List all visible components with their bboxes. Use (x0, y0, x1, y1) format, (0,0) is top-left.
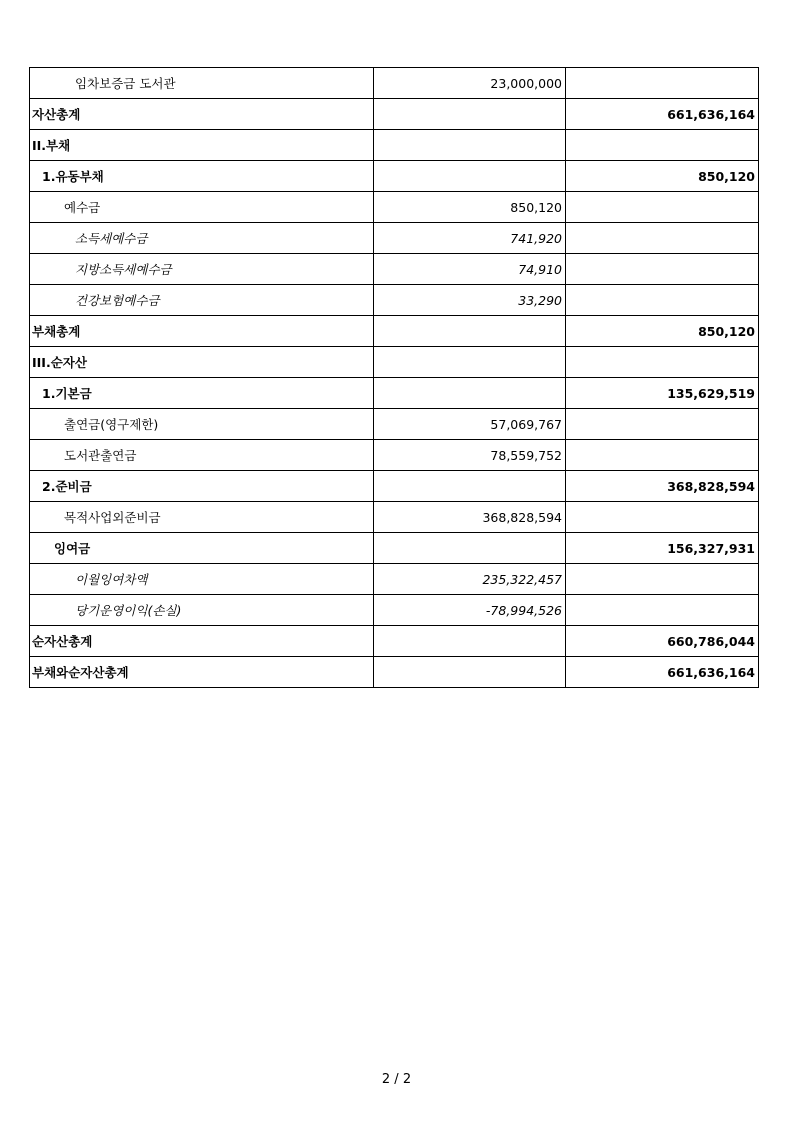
table-row (30, 68, 759, 99)
balance-sheet-table (29, 67, 759, 688)
page-number: 2 / 2 (381, 1072, 412, 1087)
row-amount: 74,910 (374, 254, 566, 285)
row-total (566, 285, 759, 316)
row-label: 부채총계 (30, 316, 374, 347)
row-label: 예수금 (30, 192, 374, 223)
table-row (30, 130, 759, 161)
row-label: 이월잉여차액 (30, 564, 374, 595)
table-row (30, 533, 759, 564)
table-row (30, 254, 759, 285)
row-total (566, 130, 759, 161)
row-total (566, 409, 759, 440)
row-amount (374, 533, 566, 564)
row-amount (374, 471, 566, 502)
row-total: 850,120 (566, 316, 759, 347)
row-label: 출연금(영구제한) (30, 409, 374, 440)
row-total (566, 502, 759, 533)
table-row (30, 502, 759, 533)
table-row (30, 471, 759, 502)
row-label: 소득세예수금 (30, 223, 374, 254)
table-row (30, 564, 759, 595)
table-row (30, 378, 759, 409)
table-row (30, 409, 759, 440)
row-label: 당기운영이익(손실) (30, 595, 374, 626)
row-label: 임차보증금 도서관 (30, 68, 374, 99)
row-total: 156,327,931 (566, 533, 759, 564)
row-total (566, 564, 759, 595)
row-amount (374, 316, 566, 347)
row-label: 지방소득세예수금 (30, 254, 374, 285)
row-total: 368,828,594 (566, 471, 759, 502)
table-row (30, 223, 759, 254)
row-label: 잉여금 (30, 533, 374, 564)
row-total: 661,636,164 (566, 657, 759, 688)
row-total: 661,636,164 (566, 99, 759, 130)
row-amount: 368,828,594 (374, 502, 566, 533)
row-label: 목적사업외준비금 (30, 502, 374, 533)
table-row (30, 657, 759, 688)
table-row (30, 595, 759, 626)
row-label: III.순자산 (30, 347, 374, 378)
row-label: 건강보험예수금 (30, 285, 374, 316)
row-label: 자산총계 (30, 99, 374, 130)
row-amount: -78,994,526 (374, 595, 566, 626)
row-amount (374, 657, 566, 688)
row-total (566, 595, 759, 626)
table-row (30, 192, 759, 223)
row-total (566, 347, 759, 378)
row-total: 660,786,044 (566, 626, 759, 657)
row-amount: 850,120 (374, 192, 566, 223)
row-amount (374, 99, 566, 130)
row-label: 1.기본금 (30, 378, 374, 409)
row-amount: 33,290 (374, 285, 566, 316)
table-row (30, 99, 759, 130)
row-amount: 741,920 (374, 223, 566, 254)
row-label: 부채와순자산총계 (30, 657, 374, 688)
row-amount (374, 347, 566, 378)
row-total (566, 254, 759, 285)
row-amount (374, 378, 566, 409)
row-label: 순자산총계 (30, 626, 374, 657)
row-total: 850,120 (566, 161, 759, 192)
table-row (30, 316, 759, 347)
row-total (566, 68, 759, 99)
row-total (566, 192, 759, 223)
table-row (30, 161, 759, 192)
table-row (30, 626, 759, 657)
row-amount (374, 130, 566, 161)
row-label: 1.유동부채 (30, 161, 374, 192)
row-total (566, 440, 759, 471)
row-amount: 235,322,457 (374, 564, 566, 595)
row-label: II.부채 (30, 130, 374, 161)
table-row (30, 285, 759, 316)
row-total (566, 223, 759, 254)
row-amount (374, 161, 566, 192)
table-row (30, 347, 759, 378)
row-amount: 57,069,767 (374, 409, 566, 440)
table-row (30, 440, 759, 471)
row-total: 135,629,519 (566, 378, 759, 409)
row-label: 도서관출연금 (30, 440, 374, 471)
row-label: 2.준비금 (30, 471, 374, 502)
row-amount (374, 626, 566, 657)
row-amount: 78,559,752 (374, 440, 566, 471)
row-amount: 23,000,000 (374, 68, 566, 99)
